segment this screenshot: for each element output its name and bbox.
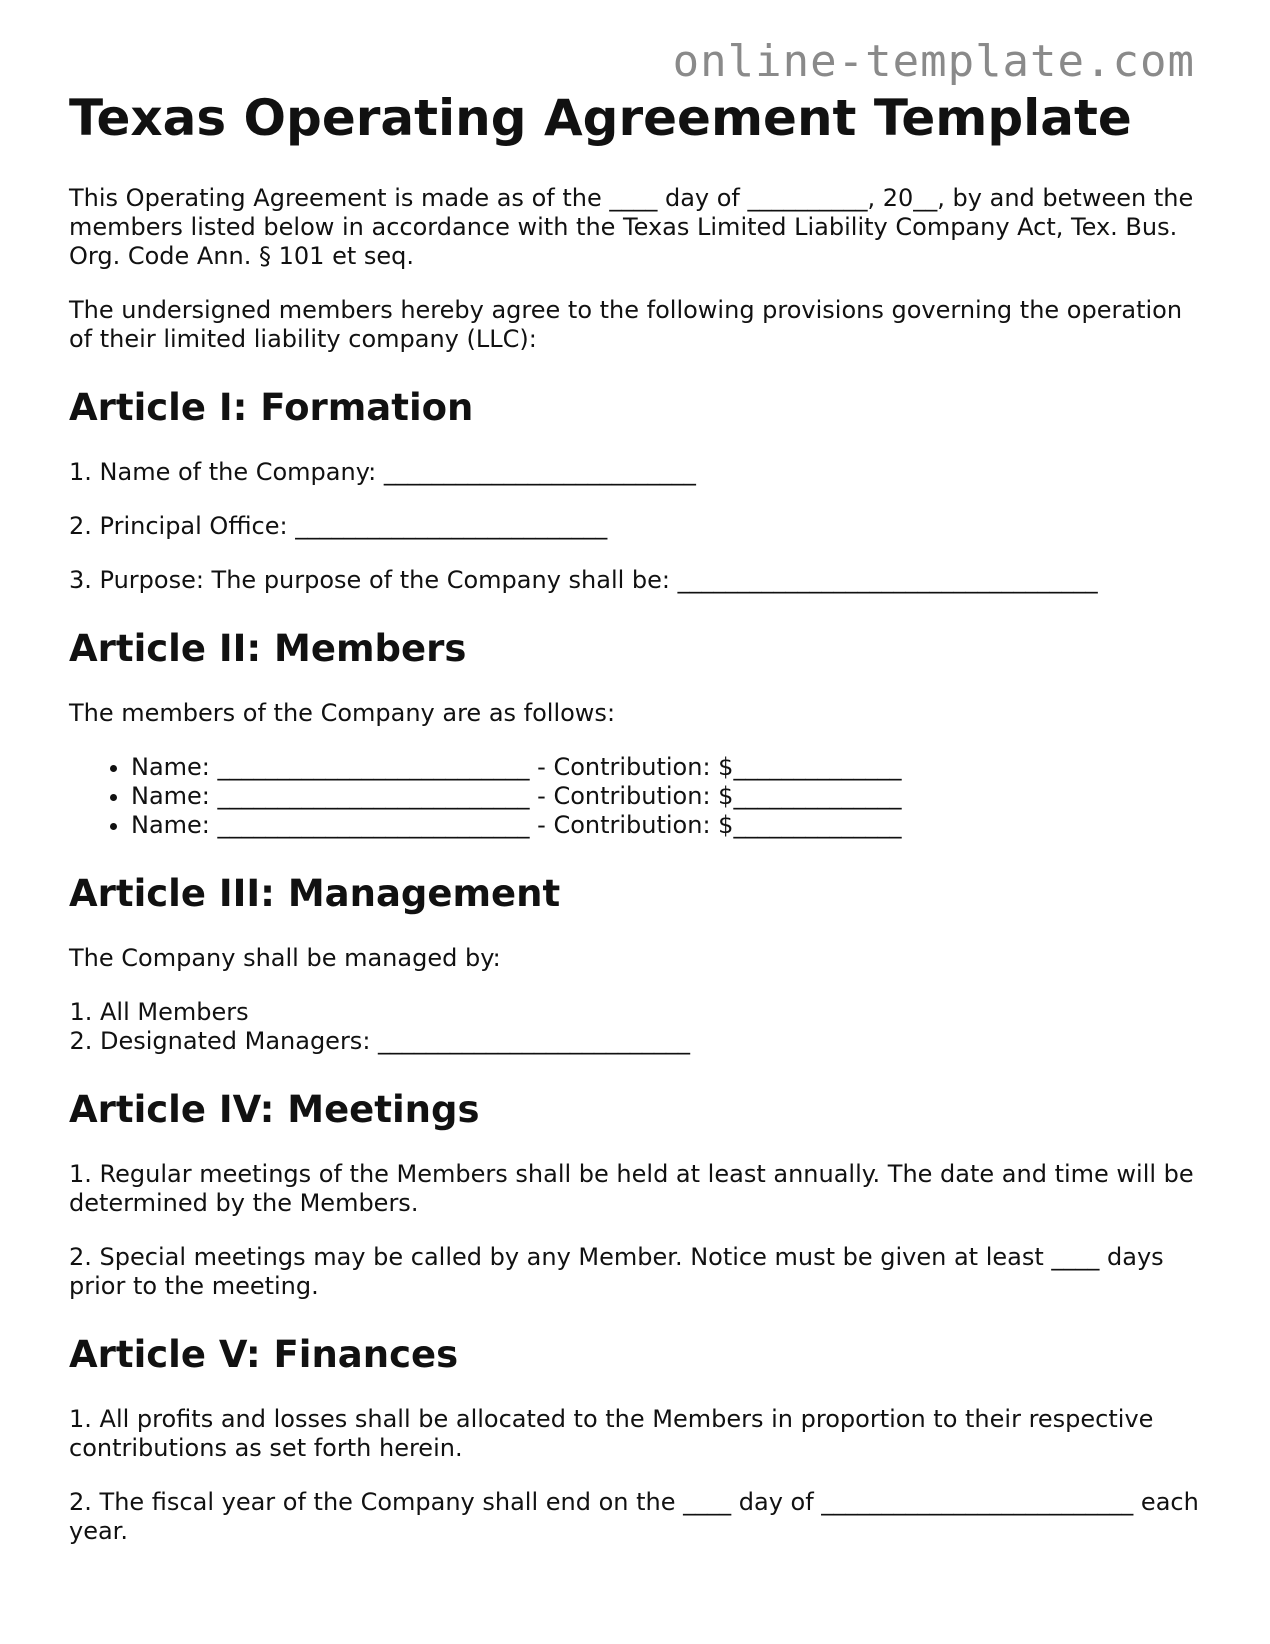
intro-paragraph: This Operating Agreement is made as of the ____ day of __________, 20__, by and between the members listed below in accordance with the Texas Limited Liability Company Act, Tex. Bus. Org. Code Ann. § 101 et seq. xyxy=(69,184,1194,270)
management-intro: The Company shall be managed by: xyxy=(69,944,501,972)
finances-fiscal-year: 2. The fiscal year of the Company shall end on the ____ day of __________________________ each year. xyxy=(69,1488,1199,1545)
management-option: 1. All Members xyxy=(100,998,1209,1027)
article-finances xyxy=(69,1333,1209,1546)
members-intro: The members of the Company are as follows: xyxy=(69,699,616,727)
management-options-list xyxy=(69,998,1209,1056)
article-members xyxy=(69,627,1209,840)
finances-allocation: 1. All profits and losses shall be allocated to the Members in proportion to their respective contributions as set forth herein. xyxy=(69,1405,1154,1462)
document-title: Texas Operating Agreement Template xyxy=(69,89,1132,147)
formation-company-name: 1. Name of the Company: __________________________ xyxy=(69,458,696,486)
article-heading: Article V: Finances xyxy=(69,1333,459,1376)
article-formation xyxy=(69,386,1209,595)
formation-purpose: 3. Purpose: The purpose of the Company shall be: ___________________________________ xyxy=(69,566,1098,594)
meetings-regular: 1. Regular meetings of the Members shall be held at least annually. The date and time will be determined by the Members. xyxy=(69,1160,1194,1217)
article-heading: Article I: Formation xyxy=(69,386,474,429)
article-meetings xyxy=(69,1088,1209,1301)
article-heading: Article IV: Meetings xyxy=(69,1088,480,1131)
member-entry: • Name: __________________________ - Contribution: $______________ xyxy=(131,782,1209,811)
watermark: online-template.com xyxy=(672,36,1195,87)
formation-principal-office: 2. Principal Office: __________________________ xyxy=(69,512,608,540)
meetings-special: 2. Special meetings may be called by any Member. Notice must be given at least ____ days prior to the meeting. xyxy=(69,1243,1164,1300)
intro-paragraph-2: The undersigned members hereby agree to the following provisions governing the operation of their limited liability company (LLC): xyxy=(69,296,1183,353)
member-entry: • Name: __________________________ - Contribution: $______________ xyxy=(131,811,1209,840)
management-option: 2. Designated Managers: __________________________ xyxy=(100,1027,1209,1056)
article-management xyxy=(69,872,1209,1056)
article-heading: Article II: Members xyxy=(69,627,467,670)
member-entry: • Name: __________________________ - Contribution: $______________ xyxy=(131,753,1209,782)
document-page xyxy=(69,88,1209,1571)
members-list xyxy=(69,753,1209,840)
article-heading: Article III: Management xyxy=(69,872,561,915)
